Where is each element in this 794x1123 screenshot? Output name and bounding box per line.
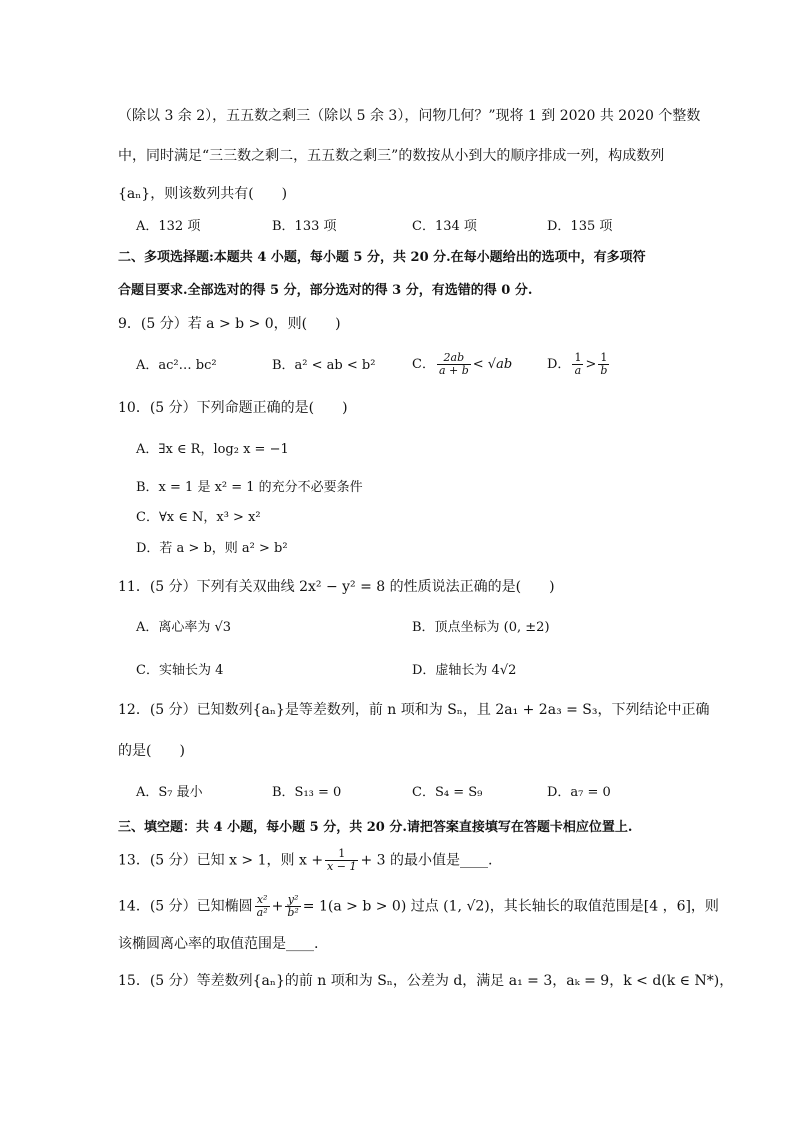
q9-d-den-2: b [600,364,608,377]
q11-option-d: D．虚轴长为 4√2 [412,663,517,678]
q12-option-b: B．S₁₃ = 0 [272,785,342,800]
q10-option-c: C．∀x ∈ N，x³ > x² [136,510,261,525]
q11-option-b: B．顶点坐标为 (0, ±2) [412,620,550,635]
q12-option-d: D．a₇ = 0 [547,785,611,800]
q14-y-denominator: b² [287,906,299,919]
q13-stem-suffix: + 3 的最小值是____. [360,852,493,869]
q12-stem-line-2: 的是( ) [118,743,185,759]
q9-c-denominator: a + b [438,364,469,377]
q10-option-d: D．若 a > b，则 a² > b² [136,541,288,556]
q9-option-d [547,352,611,377]
q13-stem [118,848,492,873]
q9-d-den-1: a [574,364,582,377]
q13-fraction [325,848,358,873]
q9-d-num-1: 1 [574,351,582,364]
q15-stem: 15．(5 分）等差数列{aₙ}的前 n 项和为 Sₙ，公差为 d，满足 a₁ = 3，aₖ = 9，k < d(k ∈ N*)， [118,973,734,989]
q9-option-c [412,352,512,377]
q10-option-a: A．∃x ∈ R，log₂ x = −1 [136,442,289,457]
q9-d-fraction-1 [572,352,583,377]
q14-plus: + [271,898,284,915]
q14-y-numerator: y² [285,894,300,907]
q11-option-c: C．实轴长为 4 [136,663,224,678]
q8-option-a: A．132 项 [136,219,201,234]
q14-fraction-x [255,894,270,919]
q14-stem [118,894,719,919]
q9-c-fraction [437,352,471,377]
q9-d-operator: > [585,357,597,372]
q13-stem-prefix: 13．(5 分）已知 x > 1，则 x + [118,852,324,869]
q12-option-c: C．S₄ = S₉ [412,785,483,800]
q9-option-b: B．a² < ab < b² [272,358,376,373]
q14-stem-line-2: 该椭圆离心率的取值范围是____. [118,936,319,952]
q10-option-b: B．x = 1 是 x² = 1 的充分不必要条件 [136,480,363,495]
section-2-heading-line-2: 合题目要求.全部选对的得 5 分，部分选对的得 3 分，有选错的得 0 分. [118,283,533,298]
intro-line-1: （除以 3 余 2），五五数之剩三（除以 5 余 3），问物几何？”现将 1 到 2020 共 2020 个整数 [118,108,701,124]
q9-option-a: A．ac²… bc² [136,358,217,373]
q9-c-numerator: 2ab [437,352,471,365]
q9-c-rhs: < √ab [472,357,513,372]
q9-d-num-2: 1 [598,352,609,365]
q8-option-b: B．133 项 [272,219,337,234]
q9-d-fraction-2 [598,352,609,377]
q10-stem: 10．(5 分）下列命题正确的是( ) [118,400,348,416]
q12-stem: 12．(5 分）已知数列{aₙ}是等差数列，前 n 项和为 Sₙ，且 2a₁ + 2a₃ = S₃，下列结论中正确 [118,702,710,718]
q12-option-a: A．S₇ 最小 [136,785,203,800]
q14-x-denominator: a² [256,906,268,919]
q14-stem-suffix: = 1(a > b > 0) 过点 (1, √2)，其长轴长的取值范围是[4 ，6]，则 [302,898,719,915]
q14-stem-prefix: 14．(5 分）已知椭圆 [118,898,253,915]
q8-option-c: C．134 项 [412,219,477,234]
q8-option-d: D．135 项 [547,219,613,234]
q11-stem: 11．(5 分）下列有关双曲线 2x² − y² = 8 的性质说法正确的是( ) [118,579,555,595]
q11-option-a: A．离心率为 √3 [136,620,232,635]
q9-stem: 9．(5 分）若 a > b > 0，则( ) [118,316,341,332]
intro-line-3: {aₙ}，则该数列共有( ) [118,186,288,202]
intro-line-2: 中，同时满足“三三数之剩二，五五数之剩三”的数按从小到大的顺序排成一列，构成数列 [118,148,665,164]
q14-x-numerator: x² [255,894,270,907]
q13-numerator: 1 [325,848,358,861]
section-2-heading-line-1: 二、多项选择题:本题共 4 小题，每小题 5 分，共 20 分.在每小题给出的选项中，有多项符 [118,250,646,265]
q13-denominator: x − 1 [327,860,357,873]
q9-option-c-label: C． [412,357,435,372]
q14-fraction-y [285,894,300,919]
section-3-heading: 三、填空题：共 4 小题，每小题 5 分，共 20 分.请把答案直接填写在答题卡相应位置上. [118,820,633,835]
q9-option-d-label: D． [547,357,571,372]
